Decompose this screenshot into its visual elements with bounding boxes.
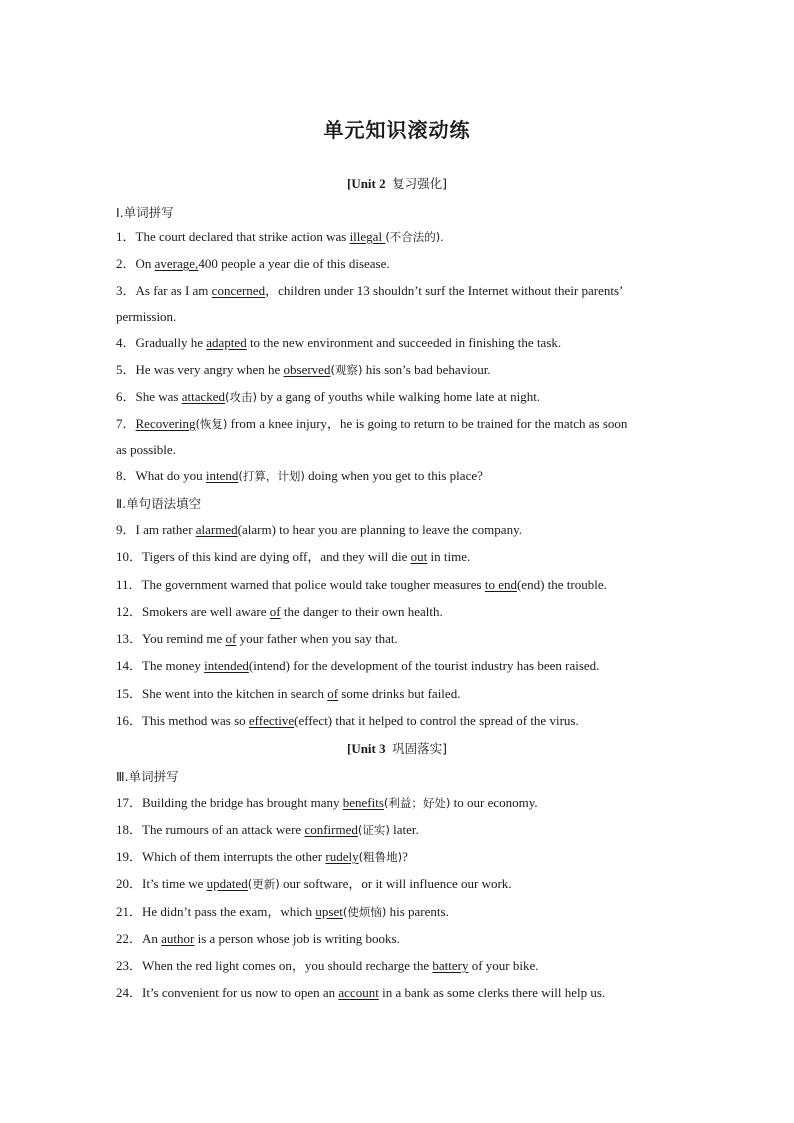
q17-text: 17．Building the bridge has brought many [116, 795, 343, 810]
q11-end: (end) the trouble. [516, 577, 607, 592]
question-7 [116, 415, 682, 433]
q23-answer: battery [432, 958, 469, 973]
q22-text: 22．An [116, 931, 162, 946]
q11-answer: to end [484, 577, 517, 592]
q9-text: 9．I am rather [116, 522, 196, 537]
question-24 [116, 984, 682, 1002]
q17-hint: (利益；好处) [383, 796, 451, 810]
q17-answer: benefits [342, 795, 384, 810]
question-18 [116, 821, 682, 839]
question-23 [116, 957, 682, 975]
q5-hint: (观察) [330, 363, 363, 377]
q1-text: 1．The court declared that strike action was [116, 229, 350, 244]
q4-answer: adapted [206, 335, 247, 350]
q21-end: his parents. [386, 904, 449, 919]
q13-text: 13．You remind me [116, 631, 226, 646]
q24-answer: account [338, 985, 379, 1000]
question-17 [116, 794, 682, 812]
q4-end: to the new environment and succeeded in finishing the task. [246, 335, 562, 350]
q2-text: 2．On [116, 256, 155, 271]
unit3-label: [Unit 3 [346, 741, 386, 756]
q19-end: ? [402, 849, 408, 864]
q7-text: 7． [116, 416, 136, 431]
q22-end: is a person whose job is writing books. [194, 931, 400, 946]
q22-answer: author [161, 931, 195, 946]
q3-end: ，children under 13 shouldn’t surf the Internet without their parents’ [265, 283, 624, 298]
q23-text: 23．When the red light comes on，you should recharge the [116, 958, 433, 973]
q12-text: 12．Smokers are well aware [116, 604, 270, 619]
q13-end: your father when you say that. [236, 631, 398, 646]
q2-end: 400 people a year die of this disease. [198, 256, 390, 271]
q9-answer: alarmed [195, 522, 238, 537]
question-16 [116, 712, 682, 730]
unit2-cn: 复习强化] [392, 176, 448, 191]
q21-answer: upset [315, 904, 343, 919]
q12-end: the danger to their own health. [280, 604, 443, 619]
unit2-heading [0, 174, 794, 192]
unit2-label: [Unit 2 [346, 176, 386, 191]
question-5 [116, 361, 682, 379]
q8-text: 8．What do you [116, 468, 206, 483]
q2-answer: average, [154, 256, 199, 271]
question-12 [116, 603, 682, 621]
q8-hint: (打算，计划) [238, 469, 305, 483]
q6-end: by a gang of youths while walking home late at night. [257, 389, 541, 404]
q14-answer: intended [204, 658, 249, 673]
q19-hint: (粗鲁地) [358, 850, 403, 864]
q18-hint: (证实) [357, 823, 390, 837]
q24-text: 24．It’s convenient for us now to open an [116, 985, 339, 1000]
q10-text: 10．Tigers of this kind are dying off，and they will die [116, 549, 411, 564]
question-15 [116, 685, 682, 703]
q16-end: (effect) that it helped to control the spread of the virus. [294, 713, 579, 728]
q19-answer: rudely [325, 849, 359, 864]
q12-answer: of [269, 604, 281, 619]
q18-answer: confirmed [304, 822, 358, 837]
question-6 [116, 388, 682, 406]
q13-answer: of [225, 631, 237, 646]
q14-end: (intend) for the development of the tourist industry has been raised. [248, 658, 600, 673]
question-2 [116, 255, 682, 273]
unit3-heading [0, 739, 794, 757]
q7-end: from a knee injury，he is going to return to be trained for the match as soon [227, 416, 628, 431]
q8-answer: intend [205, 468, 239, 483]
q20-answer: updated [206, 876, 248, 891]
q16-answer: effective [248, 713, 295, 728]
q15-answer: of [327, 686, 339, 701]
q1-answer: illegal [349, 229, 386, 244]
question-1 [116, 228, 682, 246]
q18-text: 18．The rumours of an attack were [116, 822, 305, 837]
q5-end: his son’s bad behaviour. [362, 362, 491, 377]
question-8 [116, 467, 682, 485]
question-9 [116, 521, 682, 539]
q11-text: 11．The government warned that police would take tougher measures [116, 577, 485, 592]
q21-hint: (使烦恼) [342, 905, 387, 919]
q18-end: later. [389, 822, 419, 837]
question-22 [116, 930, 682, 948]
q20-end: our software，or it will influence our work. [279, 876, 512, 891]
page-title: 单元知识滚动练 [323, 118, 471, 142]
q17-end: to our economy. [450, 795, 538, 810]
section-3-heading: Ⅲ.单词拼写 [116, 769, 179, 784]
q7-answer: Recovering [135, 416, 196, 431]
q20-text: 20．It’s time we [116, 876, 207, 891]
q6-answer: attacked [181, 389, 226, 404]
question-3-cont: permission. [116, 309, 177, 324]
q9-end: (alarm) to hear you are planning to leave the company. [237, 522, 522, 537]
question-13 [116, 630, 682, 648]
q5-answer: observed [283, 362, 331, 377]
q7-hint: (恢复) [195, 417, 228, 431]
unit3-cn: 巩固落实] [392, 741, 448, 756]
question-4 [116, 334, 682, 352]
question-7-cont: as possible. [116, 442, 176, 457]
q1-hint: (不合法的) [385, 230, 441, 244]
q5-text: 5．He was very angry when he [116, 362, 284, 377]
q16-text: 16．This method was so [116, 713, 249, 728]
q24-end: in a bank as some clerks there will help us. [378, 985, 606, 1000]
question-14 [116, 657, 682, 675]
q23-end: of your bike. [468, 958, 539, 973]
question-20 [116, 875, 682, 893]
q15-end: some drinks but failed. [338, 686, 461, 701]
q14-text: 14．The money [116, 658, 205, 673]
q6-hint: (攻击) [225, 390, 258, 404]
q4-text: 4．Gradually he [116, 335, 207, 350]
q19-text: 19．Which of them interrupts the other [116, 849, 326, 864]
q1-end: . [440, 229, 444, 244]
question-10 [116, 548, 682, 566]
q21-text: 21．He didn’t pass the exam，which [116, 904, 316, 919]
section-2-heading: Ⅱ.单句语法填空 [116, 496, 202, 511]
q6-text: 6．She was [116, 389, 182, 404]
question-19 [116, 848, 682, 866]
q10-end: in time. [427, 549, 471, 564]
q15-text: 15．She went into the kitchen in search [116, 686, 328, 701]
section-1-heading: Ⅰ.单词拼写 [116, 205, 174, 220]
q3-text: 3．As far as I am [116, 283, 212, 298]
question-21 [116, 903, 682, 921]
q20-hint: (更新) [247, 877, 280, 891]
q3-answer: concerned [211, 283, 266, 298]
question-11 [116, 576, 682, 594]
q8-end: doing when you get to this place? [304, 468, 483, 483]
question-3 [116, 282, 682, 300]
q10-answer: out [410, 549, 428, 564]
